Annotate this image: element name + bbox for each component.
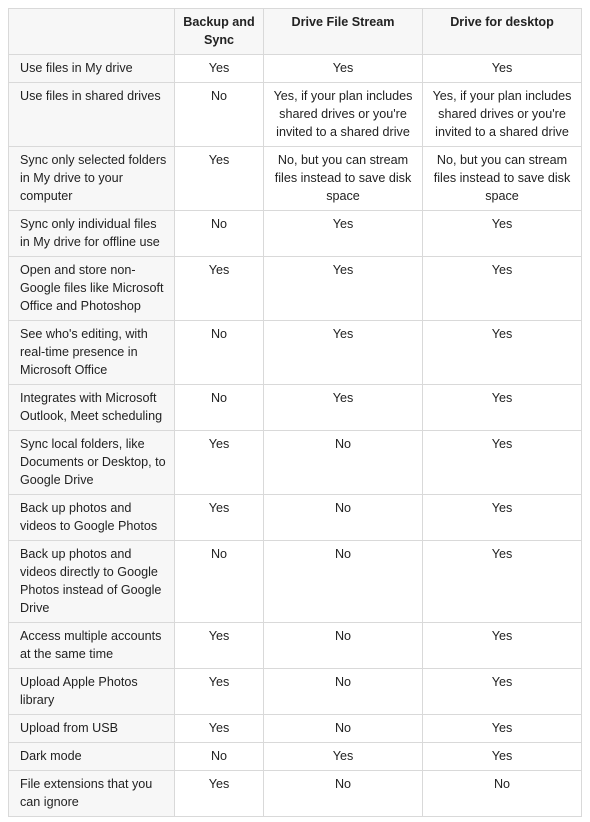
backup-and-sync-cell: Yes [175, 257, 264, 321]
drive-file-stream-cell: No [264, 771, 423, 817]
table-row [9, 495, 582, 541]
feature-cell: Sync local folders, like Documents or Desktop, to Google Drive [9, 431, 175, 495]
drive-file-stream-cell: No [264, 715, 423, 743]
drive-file-stream-cell: No [264, 623, 423, 669]
feature-cell: Access multiple accounts at the same time [9, 623, 175, 669]
backup-and-sync-cell: Yes [175, 623, 264, 669]
drive-for-desktop-cell: Yes [423, 715, 582, 743]
backup-and-sync-cell: Yes [175, 715, 264, 743]
drive-file-stream-cell: Yes [264, 743, 423, 771]
table-header [9, 9, 582, 55]
drive-for-desktop-cell: Yes [423, 743, 582, 771]
drive-for-desktop-cell: Yes [423, 385, 582, 431]
feature-cell: Upload from USB [9, 715, 175, 743]
drive-for-desktop-cell: Yes [423, 669, 582, 715]
feature-cell: Use files in shared drives [9, 83, 175, 147]
comparison-table-container [8, 8, 581, 817]
table-row [9, 771, 582, 817]
drive-file-stream-cell: No [264, 669, 423, 715]
header-backup-and-sync: Backup and Sync [175, 9, 264, 55]
drive-for-desktop-cell: Yes [423, 431, 582, 495]
drive-for-desktop-cell: Yes [423, 541, 582, 623]
backup-and-sync-cell: Yes [175, 55, 264, 83]
backup-and-sync-cell: Yes [175, 147, 264, 211]
table-row [9, 321, 582, 385]
feature-cell: Back up photos and videos to Google Photos [9, 495, 175, 541]
backup-and-sync-cell: Yes [175, 495, 264, 541]
drive-file-stream-cell: Yes, if your plan includes shared drives or you're invited to a shared drive [264, 83, 423, 147]
header-drive-for-desktop: Drive for desktop [423, 9, 582, 55]
header-feature-cell [9, 9, 175, 55]
table-row [9, 211, 582, 257]
table-row [9, 715, 582, 743]
backup-and-sync-cell: No [175, 541, 264, 623]
drive-file-stream-cell: Yes [264, 385, 423, 431]
backup-and-sync-cell: No [175, 83, 264, 147]
feature-cell: Use files in My drive [9, 55, 175, 83]
drive-file-stream-cell: Yes [264, 55, 423, 83]
feature-cell: Integrates with Microsoft Outlook, Meet scheduling [9, 385, 175, 431]
drive-file-stream-cell: Yes [264, 257, 423, 321]
table-row [9, 55, 582, 83]
table-row [9, 431, 582, 495]
table-row [9, 83, 582, 147]
header-drive-file-stream: Drive File Stream [264, 9, 423, 55]
backup-and-sync-cell: Yes [175, 431, 264, 495]
drive-for-desktop-cell: No [423, 771, 582, 817]
table-body [9, 55, 582, 817]
table-row [9, 385, 582, 431]
drive-for-desktop-cell: Yes [423, 623, 582, 669]
drive-for-desktop-cell: Yes [423, 257, 582, 321]
table-row [9, 147, 582, 211]
feature-cell: File extensions that you can ignore [9, 771, 175, 817]
drive-file-stream-cell: No, but you can stream files instead to save disk space [264, 147, 423, 211]
drive-for-desktop-cell: Yes [423, 495, 582, 541]
drive-for-desktop-cell: Yes [423, 211, 582, 257]
drive-for-desktop-cell: Yes [423, 321, 582, 385]
backup-and-sync-cell: No [175, 211, 264, 257]
backup-and-sync-cell: Yes [175, 771, 264, 817]
feature-cell: Back up photos and videos directly to Google Photos instead of Google Drive [9, 541, 175, 623]
feature-cell: Open and store non-Google files like Microsoft Office and Photoshop [9, 257, 175, 321]
drive-file-stream-cell: Yes [264, 321, 423, 385]
feature-cell: Sync only selected folders in My drive to your computer [9, 147, 175, 211]
backup-and-sync-cell: Yes [175, 669, 264, 715]
comparison-table [8, 8, 582, 817]
drive-for-desktop-cell: Yes, if your plan includes shared drives or you're invited to a shared drive [423, 83, 582, 147]
feature-cell: Upload Apple Photos library [9, 669, 175, 715]
feature-cell: Sync only individual files in My drive for offline use [9, 211, 175, 257]
backup-and-sync-cell: No [175, 321, 264, 385]
table-row [9, 541, 582, 623]
drive-for-desktop-cell: Yes [423, 55, 582, 83]
feature-cell: See who's editing, with real-time presence in Microsoft Office [9, 321, 175, 385]
table-row [9, 669, 582, 715]
drive-file-stream-cell: Yes [264, 211, 423, 257]
table-row [9, 257, 582, 321]
drive-file-stream-cell: No [264, 495, 423, 541]
table-row [9, 623, 582, 669]
drive-for-desktop-cell: No, but you can stream files instead to save disk space [423, 147, 582, 211]
backup-and-sync-cell: No [175, 743, 264, 771]
drive-file-stream-cell: No [264, 431, 423, 495]
backup-and-sync-cell: No [175, 385, 264, 431]
header-row [9, 9, 582, 55]
feature-cell: Dark mode [9, 743, 175, 771]
table-row [9, 743, 582, 771]
drive-file-stream-cell: No [264, 541, 423, 623]
